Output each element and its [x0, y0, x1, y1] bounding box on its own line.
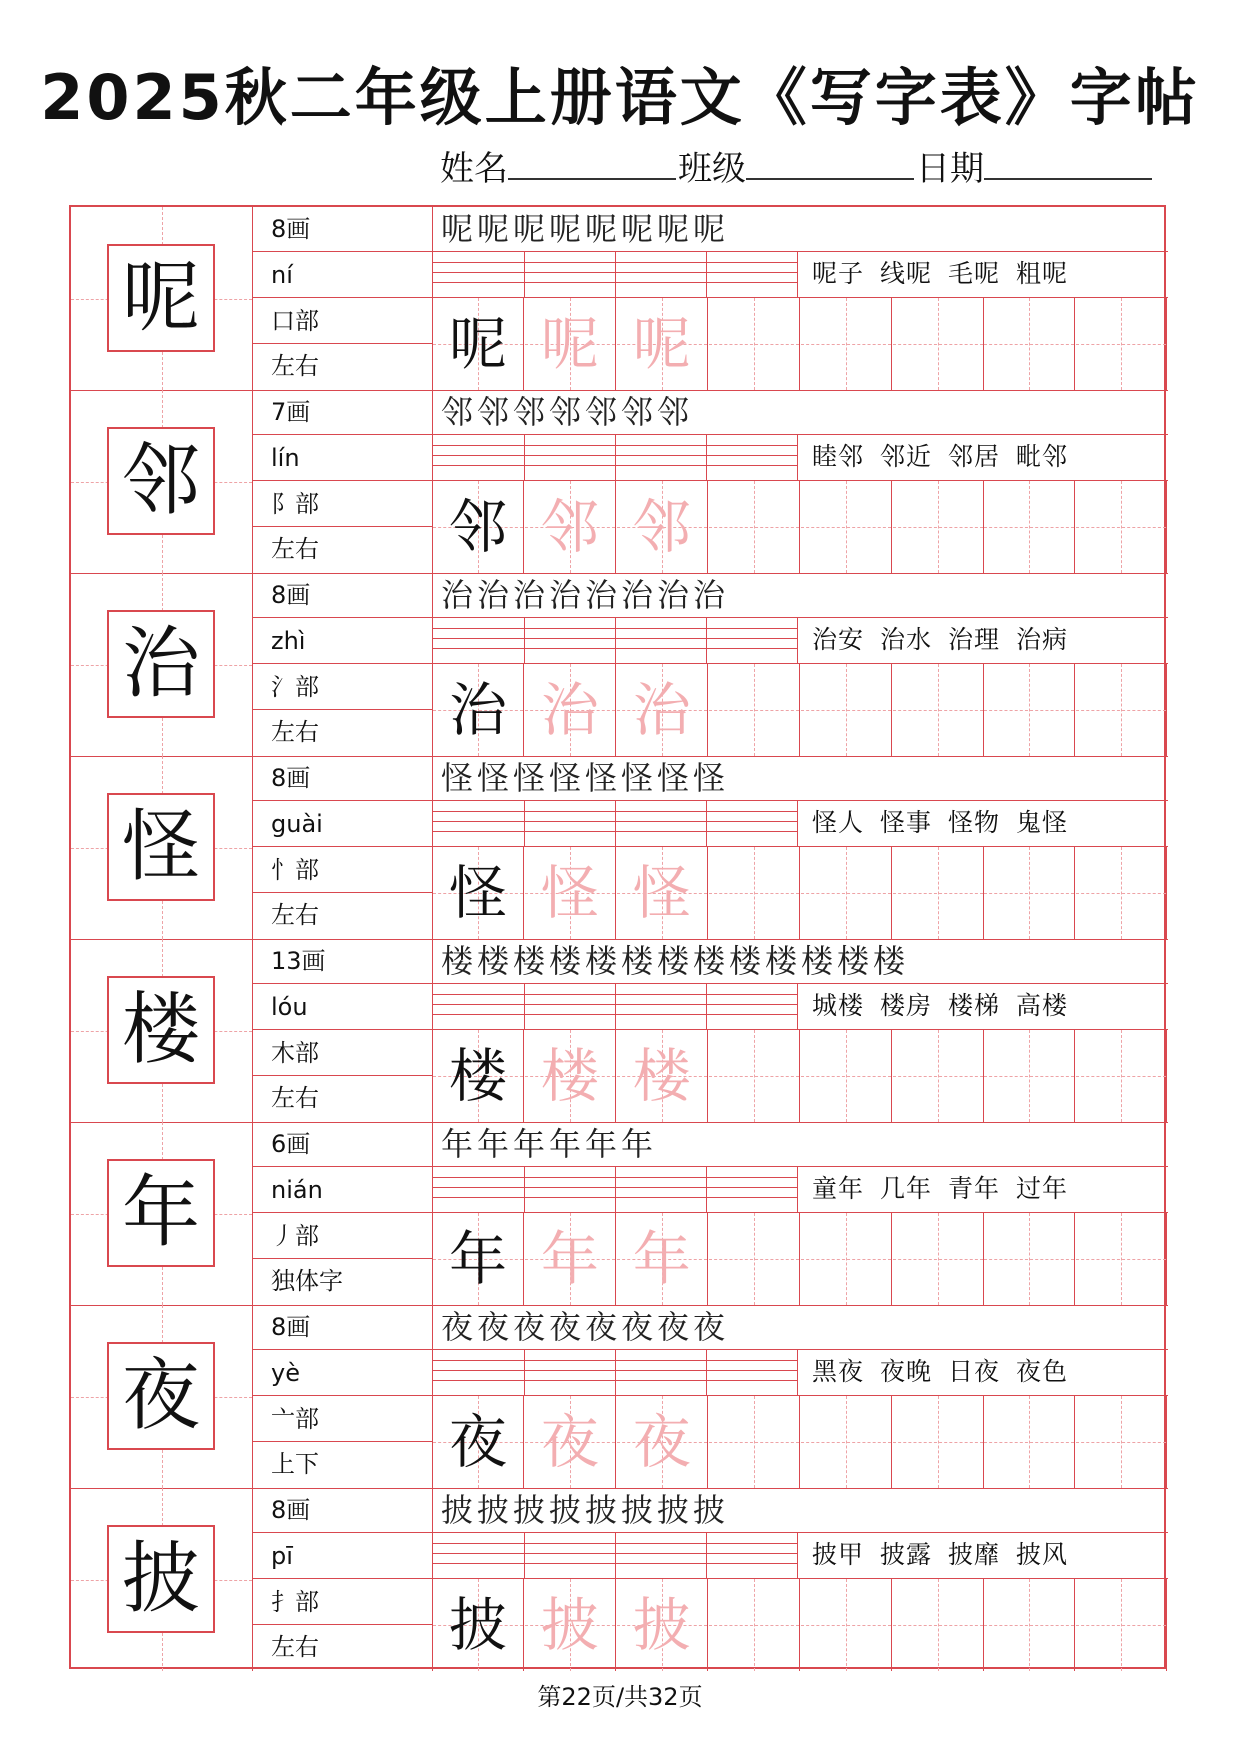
meta-radical: 木部	[253, 1031, 432, 1076]
example-word: 黑夜	[812, 1357, 865, 1386]
trace-box	[617, 1579, 708, 1671]
model-character-cell	[71, 756, 253, 939]
example-word: 楼房	[880, 991, 933, 1020]
model-character-box	[107, 1159, 215, 1267]
writing-box[interactable]	[709, 664, 800, 756]
meta-radical: 亠部	[253, 1397, 432, 1442]
example-word: 披风	[1016, 1540, 1069, 1569]
writing-box[interactable]	[801, 847, 892, 939]
example-words	[797, 984, 1168, 1030]
example-word: 治水	[880, 625, 933, 654]
page-footer: 第22页/共32页	[537, 1683, 703, 1711]
pinyin-writing-lines[interactable]	[433, 1167, 797, 1213]
example-word: 线呢	[880, 259, 933, 288]
meta-pinyin: lóu	[253, 985, 432, 1030]
writing-box[interactable]	[984, 1030, 1075, 1122]
model-character-cell	[71, 573, 253, 756]
character-meta	[253, 573, 433, 756]
practice-boxes	[433, 1030, 1168, 1122]
practice-model-char: 楼	[448, 1042, 507, 1110]
model-character-cell	[71, 1122, 253, 1305]
example-word: 楼梯	[948, 991, 1001, 1020]
practice-model-char: 年	[448, 1225, 507, 1293]
writing-box[interactable]	[984, 1213, 1075, 1305]
character-meta	[253, 207, 433, 390]
model-character-cell	[71, 207, 253, 390]
character-meta	[253, 390, 433, 573]
model-character: 呢	[121, 253, 200, 343]
student-info	[440, 148, 1154, 190]
meta-radical: 阝部	[253, 482, 432, 527]
trace-char: 呢	[540, 310, 599, 378]
example-words	[797, 1167, 1168, 1213]
example-word: 治安	[812, 625, 865, 654]
practice-model-char: 邻	[448, 493, 507, 561]
meta-strokes: 8画	[253, 207, 432, 252]
trace-box	[433, 1579, 524, 1671]
example-word: 披甲	[812, 1540, 865, 1569]
model-character: 治	[121, 619, 200, 709]
character-row	[71, 939, 1168, 1122]
meta-radical: 丿部	[253, 1214, 432, 1259]
model-character: 夜	[121, 1351, 200, 1441]
example-words	[797, 252, 1168, 298]
writing-box[interactable]	[1076, 847, 1167, 939]
class-blank[interactable]	[746, 148, 914, 180]
practice-boxes	[433, 664, 1168, 756]
meta-structure: 左右	[271, 1633, 319, 1662]
trace-box	[525, 1030, 616, 1122]
trace-char: 披	[540, 1591, 599, 1659]
stroke-sequence: 夜夜夜夜夜夜夜夜	[433, 1305, 1168, 1350]
name-label: 姓名	[440, 149, 508, 189]
character-row	[71, 207, 1168, 390]
trace-box	[525, 298, 616, 390]
trace-box	[433, 1030, 524, 1122]
trace-char: 治	[632, 676, 691, 744]
character-row	[71, 756, 1168, 939]
example-word: 青年	[948, 1174, 1001, 1203]
practice-model-char: 呢	[448, 310, 507, 378]
example-word: 鬼怪	[1016, 808, 1069, 837]
model-character: 楼	[121, 985, 200, 1075]
writing-box[interactable]	[801, 481, 892, 573]
example-word: 呢子	[812, 259, 865, 288]
practice-model-char: 治	[448, 676, 507, 744]
example-word: 治理	[948, 625, 1001, 654]
example-word: 治病	[1016, 625, 1069, 654]
practice-boxes	[433, 1396, 1168, 1488]
character-meta	[253, 1122, 433, 1305]
trace-box	[433, 664, 524, 756]
trace-box	[617, 298, 708, 390]
writing-box[interactable]	[801, 1579, 892, 1671]
model-character-box	[107, 244, 215, 352]
practice-boxes	[433, 481, 1168, 573]
meta-structure: 左右	[271, 718, 319, 747]
meta-structure: 左右	[271, 901, 319, 930]
model-character-box	[107, 427, 215, 535]
writing-box[interactable]	[1076, 1579, 1167, 1671]
meta-pinyin: lín	[253, 436, 432, 481]
writing-box[interactable]	[1076, 1030, 1167, 1122]
trace-box	[525, 1213, 616, 1305]
pinyin-writing-lines[interactable]	[433, 252, 797, 298]
writing-box[interactable]	[801, 1396, 892, 1488]
character-row	[71, 1488, 1168, 1671]
example-word: 夜晚	[880, 1357, 933, 1386]
model-character-box	[107, 976, 215, 1084]
writing-box[interactable]	[709, 481, 800, 573]
trace-char: 楼	[632, 1042, 691, 1110]
writing-box[interactable]	[984, 1579, 1075, 1671]
meta-strokes: 8画	[253, 1305, 432, 1350]
writing-box[interactable]	[984, 847, 1075, 939]
model-character-box	[107, 1525, 215, 1633]
meta-strokes: 8画	[253, 573, 432, 618]
example-word: 毛呢	[948, 259, 1001, 288]
example-word: 高楼	[1016, 991, 1069, 1020]
writing-box[interactable]	[1076, 1213, 1167, 1305]
example-word: 日夜	[948, 1357, 1001, 1386]
model-character: 披	[121, 1534, 200, 1624]
meta-radical: 氵部	[253, 665, 432, 710]
writing-box[interactable]	[893, 664, 984, 756]
model-character: 怪	[121, 802, 200, 892]
trace-box	[525, 481, 616, 573]
stroke-sequence: 治治治治治治治治	[433, 573, 1168, 618]
writing-box[interactable]	[984, 481, 1075, 573]
writing-box[interactable]	[801, 1213, 892, 1305]
character-row	[71, 1305, 1168, 1488]
writing-box[interactable]	[709, 1213, 800, 1305]
writing-box[interactable]	[709, 847, 800, 939]
example-word: 几年	[880, 1174, 933, 1203]
meta-radical: 口部	[253, 299, 432, 344]
example-word: 夜色	[1016, 1357, 1069, 1386]
example-words	[797, 1533, 1168, 1579]
trace-char: 夜	[540, 1408, 599, 1476]
practice-model-char: 怪	[448, 859, 507, 927]
trace-box	[525, 1579, 616, 1671]
trace-box	[433, 298, 524, 390]
trace-box	[433, 847, 524, 939]
meta-structure: 左右	[271, 535, 319, 564]
example-words	[797, 618, 1168, 664]
example-word: 城楼	[812, 991, 865, 1020]
pinyin-writing-lines[interactable]	[433, 1350, 797, 1396]
trace-char: 年	[632, 1225, 691, 1293]
model-character: 邻	[121, 436, 200, 526]
meta-strokes: 8画	[253, 1488, 432, 1533]
writing-box[interactable]	[893, 1213, 984, 1305]
trace-box	[433, 481, 524, 573]
date-blank[interactable]	[984, 148, 1152, 180]
stroke-sequence: 披披披披披披披披	[433, 1488, 1168, 1533]
character-meta	[253, 756, 433, 939]
meta-radical: 忄部	[253, 848, 432, 893]
example-words	[797, 801, 1168, 847]
meta-strokes: 7画	[253, 390, 432, 435]
meta-pinyin: pī	[253, 1534, 432, 1579]
trace-char: 楼	[540, 1042, 599, 1110]
model-character-cell	[71, 1305, 253, 1488]
meta-radical: 扌部	[253, 1580, 432, 1625]
meta-pinyin: guài	[253, 802, 432, 847]
writing-box[interactable]	[1076, 1396, 1167, 1488]
trace-box	[433, 1213, 524, 1305]
stroke-sequence: 邻邻邻邻邻邻邻	[433, 390, 1168, 435]
model-character-cell	[71, 390, 253, 573]
trace-box	[617, 847, 708, 939]
writing-box[interactable]	[709, 1396, 800, 1488]
writing-box[interactable]	[893, 1579, 984, 1671]
trace-char: 呢	[632, 310, 691, 378]
meta-structure: 独体字	[271, 1267, 343, 1296]
trace-char: 夜	[632, 1408, 691, 1476]
trace-char: 治	[540, 676, 599, 744]
trace-box	[433, 1396, 524, 1488]
writing-box[interactable]	[801, 298, 892, 390]
trace-char: 怪	[632, 859, 691, 927]
trace-box	[617, 1030, 708, 1122]
writing-box[interactable]	[893, 847, 984, 939]
meta-structure: 左右	[271, 1084, 319, 1113]
example-word: 童年	[812, 1174, 865, 1203]
writing-box[interactable]	[709, 1579, 800, 1671]
model-character-cell	[71, 939, 253, 1122]
example-word: 披靡	[948, 1540, 1001, 1569]
example-word: 怪事	[880, 808, 933, 837]
trace-box	[617, 664, 708, 756]
practice-model-char: 披	[448, 1591, 507, 1659]
model-character-box	[107, 610, 215, 718]
meta-pinyin: yè	[253, 1351, 432, 1396]
trace-box	[617, 1396, 708, 1488]
model-character-cell	[71, 1488, 253, 1671]
practice-boxes	[433, 1579, 1168, 1671]
pinyin-writing-lines[interactable]	[433, 435, 797, 481]
writing-box[interactable]	[893, 481, 984, 573]
meta-structure: 左右	[271, 352, 319, 381]
character-meta	[253, 939, 433, 1122]
writing-box[interactable]	[1076, 481, 1167, 573]
trace-char: 披	[632, 1591, 691, 1659]
meta-pinyin: zhì	[253, 619, 432, 664]
model-character: 年	[121, 1168, 200, 1258]
character-row	[71, 1122, 1168, 1305]
trace-box	[525, 1396, 616, 1488]
pinyin-writing-lines[interactable]	[433, 801, 797, 847]
writing-box[interactable]	[709, 1030, 800, 1122]
practice-sheet	[69, 205, 1166, 1669]
trace-char: 年	[540, 1225, 599, 1293]
example-word: 邻近	[880, 442, 933, 471]
writing-box[interactable]	[801, 1030, 892, 1122]
practice-boxes	[433, 847, 1168, 939]
meta-strokes: 13画	[253, 939, 432, 984]
example-word: 粗呢	[1016, 259, 1069, 288]
page-title: 2025秋二年级上册语文《写字表》字帖	[40, 61, 1200, 134]
pinyin-writing-lines[interactable]	[433, 1533, 797, 1579]
class-label: 班级	[678, 149, 746, 189]
meta-strokes: 8画	[253, 756, 432, 801]
stroke-sequence: 年年年年年年	[433, 1122, 1168, 1167]
character-meta	[253, 1488, 433, 1671]
writing-box[interactable]	[709, 298, 800, 390]
writing-box[interactable]	[801, 664, 892, 756]
meta-pinyin: ní	[253, 253, 432, 298]
stroke-sequence: 楼楼楼楼楼楼楼楼楼楼楼楼楼	[433, 939, 1168, 984]
example-words	[797, 435, 1168, 481]
trace-box	[617, 481, 708, 573]
pinyin-writing-lines[interactable]	[433, 618, 797, 664]
character-row	[71, 390, 1168, 573]
trace-box	[617, 1213, 708, 1305]
writing-box[interactable]	[984, 664, 1075, 756]
example-word: 过年	[1016, 1174, 1069, 1203]
writing-box[interactable]	[1076, 298, 1167, 390]
pinyin-writing-lines[interactable]	[433, 984, 797, 1030]
meta-strokes: 6画	[253, 1122, 432, 1167]
writing-box[interactable]	[984, 1396, 1075, 1488]
model-character-box	[107, 1342, 215, 1450]
stroke-sequence: 呢呢呢呢呢呢呢呢	[433, 207, 1168, 252]
trace-box	[525, 847, 616, 939]
character-meta	[253, 1305, 433, 1488]
example-word: 邻居	[948, 442, 1001, 471]
meta-pinyin: nián	[253, 1168, 432, 1213]
writing-box[interactable]	[893, 1396, 984, 1488]
name-blank[interactable]	[508, 148, 676, 180]
practice-boxes	[433, 298, 1168, 390]
writing-box[interactable]	[984, 298, 1075, 390]
trace-char: 怪	[540, 859, 599, 927]
writing-box[interactable]	[1076, 664, 1167, 756]
practice-boxes	[433, 1213, 1168, 1305]
example-words	[797, 1350, 1168, 1396]
example-word: 怪人	[812, 808, 865, 837]
example-word: 毗邻	[1016, 442, 1069, 471]
example-word: 怪物	[948, 808, 1001, 837]
stroke-sequence: 怪怪怪怪怪怪怪怪	[433, 756, 1168, 801]
date-label: 日期	[916, 149, 984, 189]
example-word: 披露	[880, 1540, 933, 1569]
trace-char: 邻	[540, 493, 599, 561]
example-word: 睦邻	[812, 442, 865, 471]
trace-box	[525, 664, 616, 756]
model-character-box	[107, 793, 215, 901]
writing-box[interactable]	[893, 1030, 984, 1122]
writing-box[interactable]	[893, 298, 984, 390]
character-row	[71, 573, 1168, 756]
meta-structure: 上下	[271, 1450, 319, 1479]
trace-char: 邻	[632, 493, 691, 561]
practice-model-char: 夜	[448, 1408, 507, 1476]
